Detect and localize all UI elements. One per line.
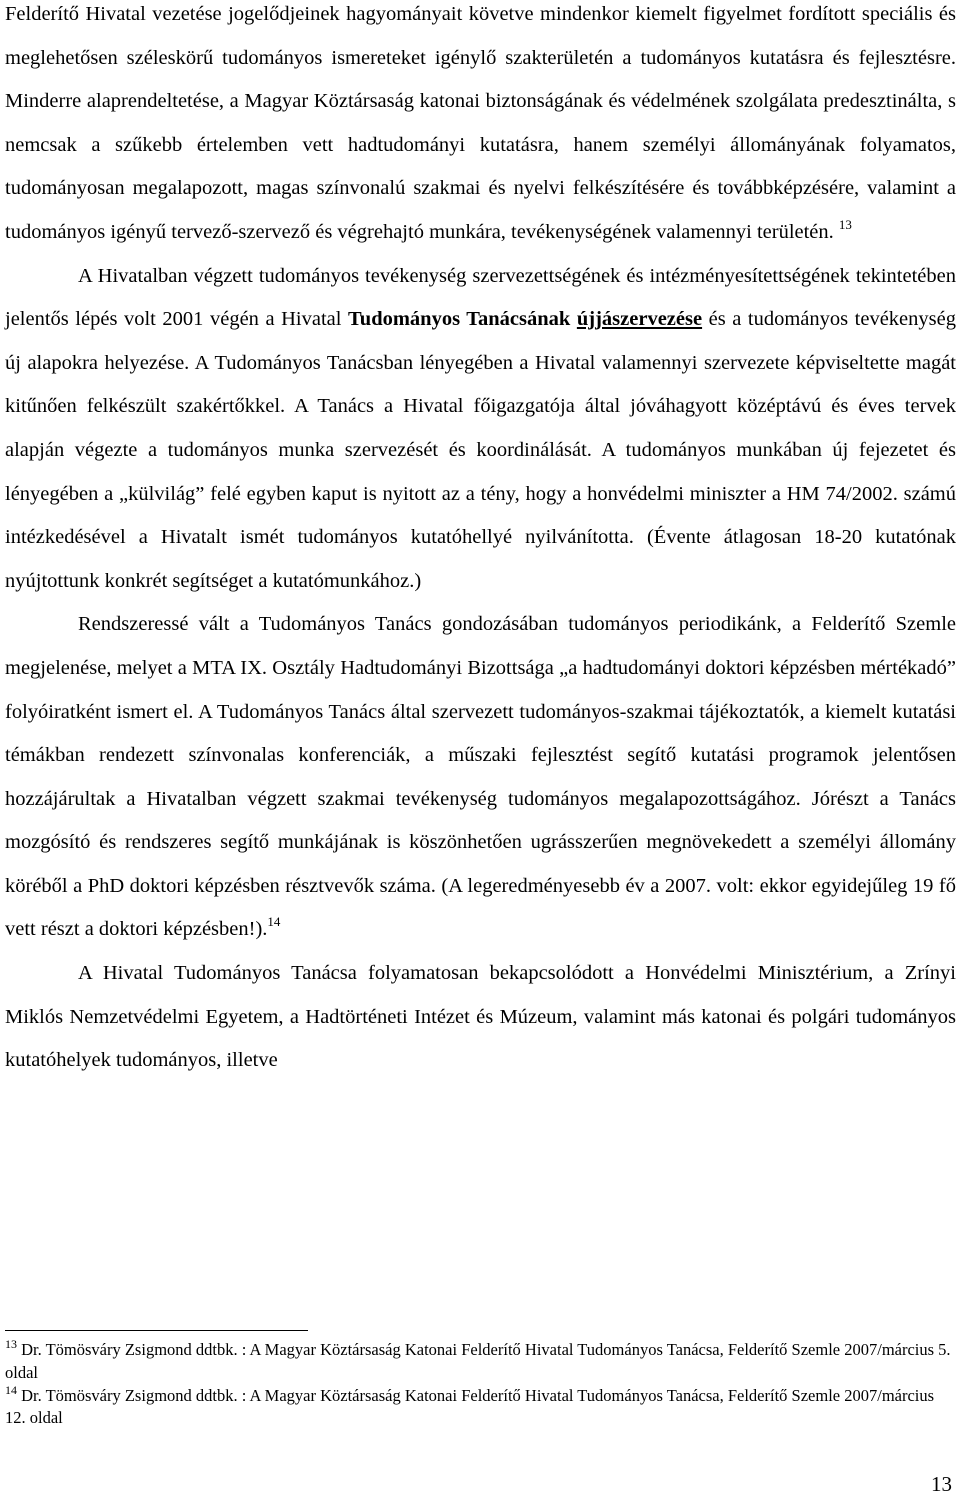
paragraph-2-text-start: A Hivatalban végzett tudományos tevékenység szervezettségének és intézményesítettségének tekintetében jelentős lépés volt 2001 végén a Hivatal — [5, 264, 956, 331]
paragraph-2-bold-reorganization: újjászervezése — [576, 308, 703, 331]
paragraph-2-bold-council: Tudományos Tanácsának — [348, 308, 577, 331]
footnotes — [5, 1339, 956, 1430]
footnote-13 — [5, 1339, 956, 1385]
paragraph-3-text: Rendszeressé vált a Tudományos Tanács gondozásában tudományos periodikánk, a Felderítő Szemle megjelenése, melyet a MTA IX. Osztály Hadtudományi Bizottsága „a hadtudományi doktori képzésben mértékadó” folyóiratként ismert el. A Tudományos Tanács által szervezett tudományos-szakmai tájékoztatók, a kiemelt kutatási témákban rendezett színvonalas konferenciák, a műszaki fejlesztést segítő kutatási programok jelentősen hozzájárultak a Hivatalban végzett szakmai tevékenység tudományos megalapozottságához. Jórészt a Tanács mozgósító és rendszeres segítő munkájának is köszönhetően ugrásszerűen megnövekedett a személyi állomány köréből a PhD doktori képzésben résztvevők száma. (A legeredményesebb év a 2007. volt: ekkor egyidejűleg 19 fő vett részt a doktori képzésben!). — [5, 613, 956, 941]
footnote-number: 13 — [5, 1337, 17, 1351]
paragraph-4 — [5, 952, 956, 1083]
paragraph-1 — [5, 0, 956, 255]
page-number: 13 — [931, 1472, 952, 1496]
footnote-number: 14 — [5, 1382, 17, 1397]
footnote-text: Dr. Tömösváry Zsigmond ddtbk. : A Magyar Köztársaság Katonai Felderítő Hivatal Tudományos Tanácsa, Felderítő Szemle 2007/március 5. oldal — [5, 1340, 951, 1382]
paragraph-4-text: A Hivatal Tudományos Tanácsa folyamatosan bekapcsolódott a Honvédelmi Minisztérium, a Zrínyi Miklós Nemzetvédelmi Egyetem, a Hadtörténeti Intézet és Múzeum, valamint más katonai és polgári tudományos kutatóhelyek tudományos, illetve — [5, 962, 956, 1072]
footnote-ref-14: 14 — [267, 914, 281, 930]
footnote-text: Dr. Tömösváry Zsigmond ddtbk. : A Magyar Köztársaság Katonai Felderítő Hivatal Tudományos Tanácsa, Felderítő Szemle 2007/március 12. oldal — [5, 1385, 935, 1428]
paragraph-3 — [5, 603, 956, 952]
paragraph-2-text-end: és a tudományos tevékenység új alapokra helyezése. A Tudományos Tanácsban lényegében a Hivatal valamennyi szervezete képviseltette magát kitűnően felkészült szakértőkkel. A Tanács a Hivatal főigazgatója által jóváhagyott középtávú és éves tervek alapján végezte a tudományos munka szervezését és koordinálását. A tudományos munkában új fejezetet és lényegében a „külvilág” felé egyben kaput is nyitott az a tény, hogy a honvédelmi miniszter a HM 74/2002. számú intézkedésével a Hivatalt ismét tudományos kutatóhellyé nyilvánította. (Évente átlagosan 18-20 kutatónak nyújtottunk konkrét segítséget a kutatómunkához.) — [5, 308, 956, 592]
footnote-separator — [5, 1330, 308, 1331]
paragraph-1-text: Felderítő Hivatal vezetése jogelődjeinek hagyományait követve mindenkor kiemelt figyelmet fordított speciális és meglehetősen széleskörű tudományos ismereteket igénylő szakterületén a tudományos kutatásra és fejlesztésre. Minderre alaprendeltetése, a Magyar Köztársaság katonai biztonságának és védelmének szolgálata predesztinálta, s nemcsak a szűkebb értelemben vett hadtudományi kutatásra, hanem személyi állományának folyamatos, tudományosan megalapozott, magas színvonalú szakmai és nyelvi felkészítésére és továbbképzésére, valamint a tudományos igényű tervező-szervező és végrehajtó munkára, tevékenységének valamennyi területén. — [5, 3, 956, 243]
footnote-ref-13: 13 — [838, 216, 852, 232]
paragraph-2 — [5, 255, 956, 604]
body-text — [5, 0, 956, 1083]
footnote-14 — [5, 1382, 956, 1431]
document-page — [5, 0, 956, 1509]
